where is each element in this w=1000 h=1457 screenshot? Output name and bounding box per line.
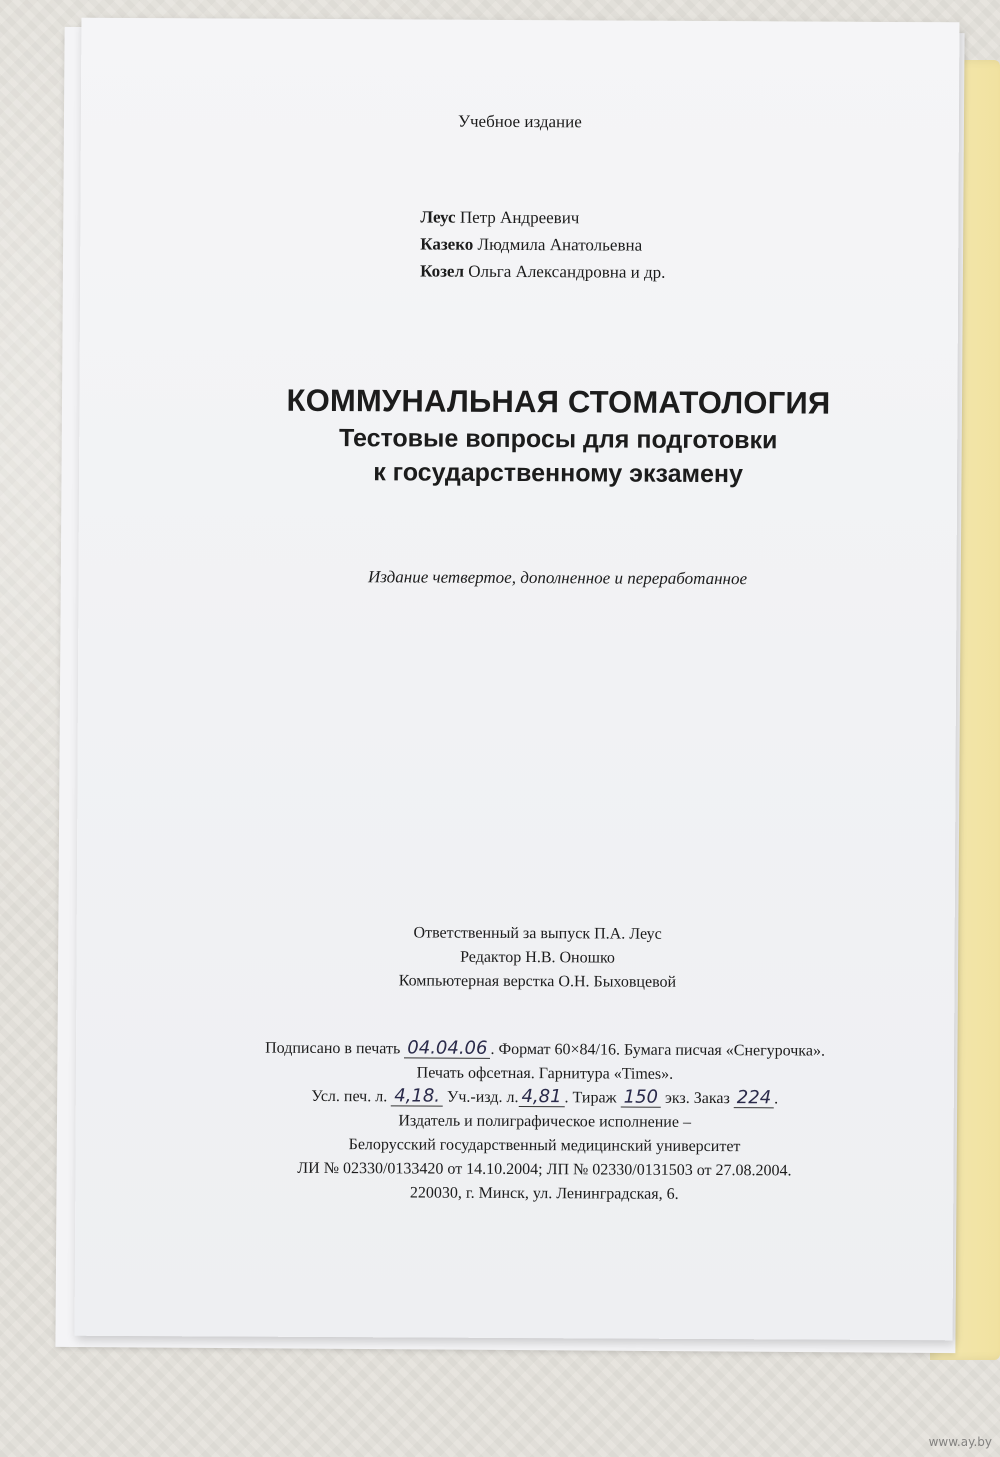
handwritten-run: 150 (621, 1089, 661, 1108)
author-name: Петр Андреевич (459, 207, 580, 228)
author-1 (420, 203, 665, 231)
handwritten-pub-sheets: 4,81 (518, 1088, 564, 1107)
imprint-block (105, 1036, 984, 1209)
author-name: Ольга Александровна и др. (468, 261, 666, 282)
author-surname: Леус (420, 207, 456, 227)
handwritten-date: 04.04.06 (404, 1039, 490, 1058)
run-label: . Тираж (564, 1089, 617, 1107)
book-subtitle-line1: Тестовые вопросы для подготовки (338, 424, 778, 455)
editor-line: Редактор Н.В. Оношко (460, 948, 615, 967)
author-surname: Козел (420, 261, 465, 281)
publisher-label: Издатель и полиграфическое исполнение – (398, 1112, 692, 1131)
author-3 (420, 257, 665, 285)
book-title: КОММУНАЛЬНАЯ СТОМАТОЛОГИЯ (286, 382, 831, 421)
handwritten-sheets: 4,18. (391, 1087, 443, 1106)
authors-list (420, 203, 666, 285)
licenses-line: ЛИ № 02330/0133420 от 14.10.2004; ЛП № 02330/0131503 от 27.08.2004. (297, 1159, 792, 1180)
handwritten-order: 224 (734, 1089, 774, 1108)
title-page (75, 18, 960, 1341)
responsible-line: Ответственный за выпуск П.А. Леус (413, 924, 662, 943)
order-end: . (774, 1090, 779, 1108)
edition-note: Издание четвертое, дополненное и переработанное (367, 567, 748, 589)
credits-block (98, 920, 976, 997)
address-line: 220030, г. Минск, ул. Ленинградская, 6. (409, 1184, 679, 1203)
title-block (119, 380, 998, 493)
author-surname: Казеко (420, 234, 474, 254)
author-name: Людмила Анатольевна (477, 234, 643, 255)
book-subtitle-line2: к государственному экзамену (373, 458, 743, 489)
layout-line: Компьютерная верстка О.Н. Быховцевой (398, 972, 677, 991)
copies-label: экз. Заказ (664, 1089, 730, 1108)
pub-sheets-label: Уч.-изд. л. (446, 1088, 519, 1107)
publisher-name: Белорусский государственный медицинский университет (348, 1136, 741, 1156)
print-line: Печать офсетная. Гарнитура «Times». (416, 1064, 674, 1083)
signed-label: Подписано в печать (265, 1039, 401, 1058)
format-text: . Формат 60×84/16. Бумага писчая «Снегурочка». (490, 1040, 826, 1060)
site-watermark: www.ay.by (928, 1435, 992, 1449)
author-2 (420, 230, 665, 258)
edition-type: Учебное издание (457, 111, 582, 132)
sheets-label: Усл. печ. л. (311, 1087, 388, 1106)
